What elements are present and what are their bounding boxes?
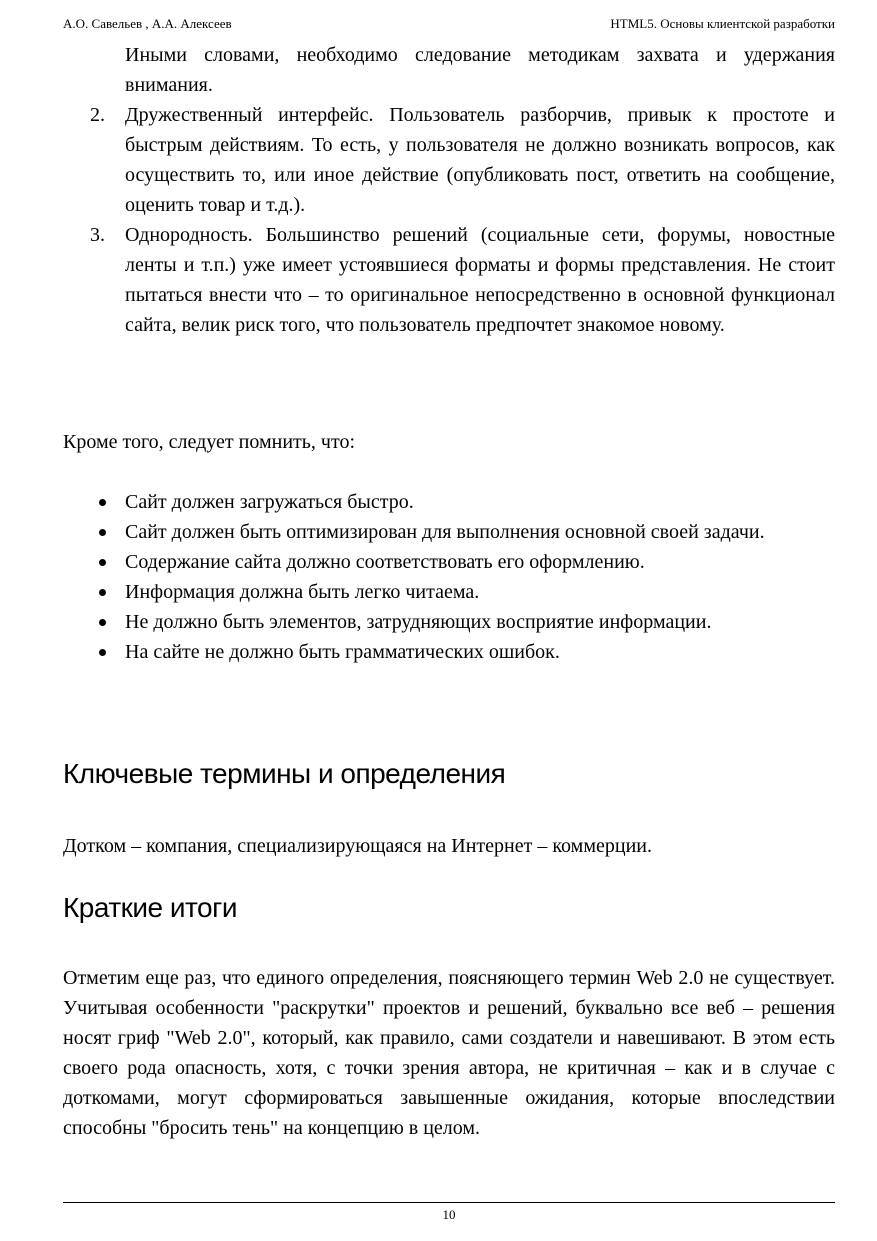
- bullet-list: [63, 487, 835, 667]
- list-number: 2.: [90, 104, 105, 126]
- list-item-text: Информация должна быть легко читаема.: [125, 581, 480, 603]
- term-definition: Дотком – компания, специализирующаяся на Интернет – коммерции.: [63, 835, 652, 857]
- list-item: [63, 100, 835, 220]
- terms-heading: Ключевые термины и определения: [63, 758, 506, 789]
- summary-paragraph: Отметим еще раз, что единого определения, поясняющего термин Web 2.0 не существует. Учитывая особенности "раскрутки" проектов и решений, буквально все веб – решения носят гриф "Web 2.0", который, как правило, сами создатели и навешивают. В этом есть своего рода опасность, хотя, с точки зрения автора, не критичная – как и в случае с доткомами, могут сформироваться завышенные ожидания, которые впоследствии способны "бросить тень" на концепцию в целом.: [63, 967, 835, 1139]
- bullet-icon: [99, 589, 106, 596]
- list-item-text: Содержание сайта должно соответствовать его оформлению.: [125, 551, 645, 573]
- header-title: HTML5. Основы клиентской разработки: [610, 16, 835, 31]
- list-number: 3.: [90, 224, 105, 246]
- list-item-text: На сайте не должно быть грамматических ошибок.: [125, 641, 560, 663]
- list-item: [63, 547, 835, 577]
- list-item-text: Сайт должен загружаться быстро.: [125, 491, 414, 513]
- bullet-icon: [99, 649, 106, 656]
- bullet-icon: [99, 559, 106, 566]
- page-footer: [63, 1202, 835, 1223]
- bullet-icon: [99, 529, 106, 536]
- list-item-text: Однородность. Большинство решений (социальные сети, форумы, новостные ленты и т.п.) уже имеет устоявшиеся форматы и формы представления. Не стоит пытаться внести что – то оригинальное непосредственно в основной функционал сайта, велик риск того, что пользователь предпочтет знакомое новому.: [125, 224, 835, 336]
- list-item: [63, 40, 835, 100]
- list-item-text: Сайт должен быть оптимизирован для выполнения основной своей задачи.: [125, 521, 765, 543]
- header-authors: А.О. Савельев , А.А. Алексеев: [63, 16, 232, 31]
- list-item: [63, 517, 835, 547]
- list-item: [63, 607, 835, 637]
- list-item-text: Иными словами, необходимо следование методикам захвата и удержания внимания.: [125, 44, 835, 96]
- bullet-icon: [99, 499, 106, 506]
- list-item: [63, 637, 835, 667]
- list-item: [63, 487, 835, 517]
- summary-heading: Краткие итоги: [63, 892, 237, 923]
- list-item: [63, 220, 835, 340]
- bullet-icon: [99, 619, 106, 626]
- list-item-text: Не должно быть элементов, затрудняющих восприятие информации.: [125, 611, 712, 633]
- page-number: 10: [442, 1207, 456, 1222]
- numbered-list: [63, 40, 835, 340]
- list-item-text: Дружественный интерфейс. Пользователь разборчив, привык к простоте и быстрым действиям. То есть, у пользователя не должно возникать вопросов, как осуществить то, или иное действие (опубликовать пост, ответить на сообщение, оценить товар и т.д.).: [125, 104, 835, 216]
- list-item: [63, 577, 835, 607]
- intro-paragraph: Кроме того, следует помнить, что:: [63, 431, 356, 453]
